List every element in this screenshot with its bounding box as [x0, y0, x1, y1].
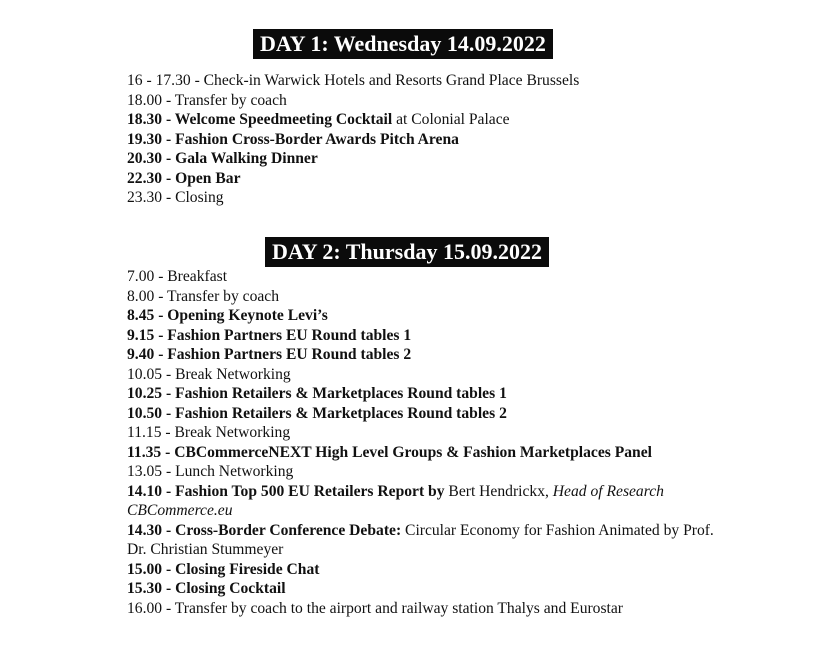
agenda-item: [127, 130, 727, 150]
agenda-item-title: 19.30 - Fashion Cross-Border Awards Pitch Arena: [127, 130, 459, 148]
agenda-item-text: 8.00 - Transfer by coach: [127, 287, 280, 305]
agenda-item-detail: Circular Economy for Fashion Animated by Prof. Dr. Christian Stummeyer: [127, 521, 714, 558]
agenda-item: [127, 482, 727, 521]
agenda-item-title: 15.30 - Closing Cocktail: [127, 580, 286, 597]
agenda-item-text: 10.05 - Break Networking: [127, 365, 291, 383]
agenda-item-text: 7.00 - Breakfast: [127, 268, 228, 285]
agenda-item-title: 8.45 - Opening Keynote Levi’s: [127, 307, 328, 324]
agenda-item: [127, 462, 727, 482]
agenda-item: [127, 560, 727, 580]
agenda-item: [127, 91, 727, 111]
agenda-item-text: 18.00 - Transfer by coach: [127, 91, 287, 109]
day2-header: DAY 2: Thursday 15.09.2022: [265, 237, 549, 267]
agenda-item-title: 9.15 - Fashion Partners EU Round tables 1: [127, 326, 412, 344]
agenda-item-text: 11.15 - Break Networking: [127, 424, 291, 441]
agenda-item-title: 18.30 - Welcome Speedmeeting Cocktail: [127, 111, 393, 128]
agenda-item-title: 15.00 - Closing Fireside Chat: [127, 560, 320, 578]
agenda-item: [127, 326, 727, 346]
agenda-item: [127, 110, 727, 130]
agenda-item-title: 20.30 - Gala Walking Dinner: [127, 150, 318, 167]
agenda-item-text: 16.00 - Transfer by coach to the airport and railway station Thalys and Eurostar: [127, 599, 623, 617]
agenda-item-title: 10.50 - Fashion Retailers & Marketplaces Round tables 2: [127, 404, 507, 422]
day2-agenda-list: [127, 267, 727, 618]
agenda-item: [127, 404, 727, 424]
agenda-item: [127, 149, 727, 169]
agenda-item: [127, 287, 727, 307]
agenda-item-text: 23.30 - Closing: [127, 189, 224, 206]
agenda-item: [127, 579, 727, 599]
agenda-item-title: 22.30 - Open Bar: [127, 169, 241, 187]
agenda-item: [127, 71, 727, 91]
agenda-item: [127, 384, 727, 404]
agenda-item: [127, 169, 727, 189]
agenda-item-text: 13.05 - Lunch Networking: [127, 463, 294, 480]
agenda-item-title: 11.35 - CBCommerceNEXT High Level Groups & Fashion Marketplaces Panel: [127, 443, 652, 461]
agenda-item: [127, 521, 727, 560]
day1-agenda-list: [127, 71, 727, 208]
agenda-item: [127, 345, 727, 365]
day1-header: DAY 1: Wednesday 14.09.2022: [253, 29, 553, 59]
agenda-item: [127, 423, 727, 443]
agenda-item: [127, 365, 727, 385]
agenda-item-text: 16 - 17.30 - Check-in Warwick Hotels and Resorts Grand Place Brussels: [127, 72, 580, 89]
agenda-item: [127, 443, 727, 463]
agenda-item-title: 14.10 - Fashion Top 500 EU Retailers Report by: [127, 482, 445, 500]
agenda-item: [127, 306, 727, 326]
agenda-item-title: 9.40 - Fashion Partners EU Round tables 2: [127, 346, 412, 363]
agenda-item: [127, 267, 727, 287]
agenda-item-role: Head of Research CBCommerce.eu: [127, 482, 664, 519]
agenda-item: [127, 188, 727, 208]
agenda-item: [127, 599, 727, 619]
agenda-item-title: 10.25 - Fashion Retailers & Marketplaces Round tables 1: [127, 385, 507, 402]
agenda-item-detail: at Colonial Palace: [392, 111, 510, 128]
agenda-item-title: 14.30 - Cross-Border Conference Debate:: [127, 521, 402, 539]
agenda-item-detail: Bert Hendrickx,: [444, 482, 553, 500]
